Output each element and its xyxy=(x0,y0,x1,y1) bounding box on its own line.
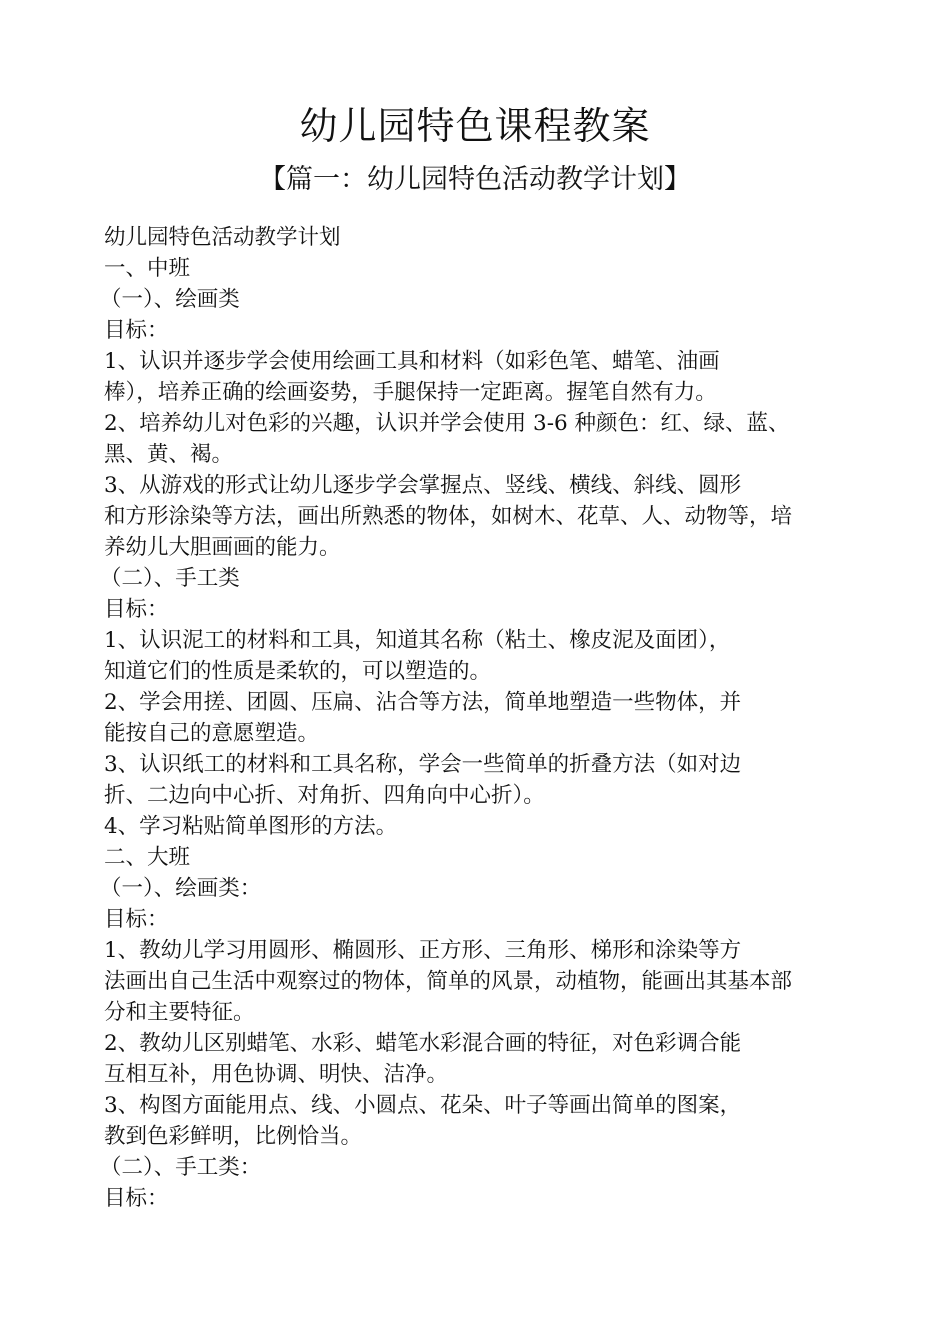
goal-label: 目标： xyxy=(104,318,169,343)
subsection-heading: （二）、手工类： xyxy=(100,1155,262,1180)
body-line: 3、从游戏的形式让幼儿逐步学会掌握点、竖线、横线、斜线、圆形 xyxy=(104,473,742,498)
section-heading: 一、中班 xyxy=(104,256,191,281)
subsection-heading: （一）、绘画类： xyxy=(100,876,262,901)
body-line: 2、学会用搓、团圆、压扁、沾合等方法，简单地塑造一些物体，并 xyxy=(104,690,742,715)
body-line: 能按自己的意愿塑造。 xyxy=(104,721,320,746)
body-line: 幼儿园特色活动教学计划 xyxy=(104,225,341,250)
body-line: 分和主要特征。 xyxy=(104,1000,255,1025)
document-subtitle: 【篇一：幼儿园特色活动教学计划】 xyxy=(259,164,691,195)
body-line: 和方形涂染等方法，画出所熟悉的物体，如树木、花草、人、动物等，培 xyxy=(104,504,793,529)
subsection-heading: （二）、手工类 xyxy=(100,566,240,591)
document-body xyxy=(100,222,864,1214)
body-line: 知道它们的性质是柔软的，可以塑造的。 xyxy=(104,659,492,684)
body-line: 3、构图方面能用点、线、小圆点、花朵、叶子等画出简单的图案， xyxy=(104,1093,742,1118)
body-line: 教到色彩鲜明，比例恰当。 xyxy=(104,1124,363,1149)
body-line: 棒），培养正确的绘画姿势，手腿保持一定距离。握笔自然有力。 xyxy=(104,380,717,405)
subsection-heading: （一）、绘画类 xyxy=(100,287,240,312)
body-line: 1、认识并逐步学会使用绘画工具和材料（如彩色笔、蜡笔、油画 xyxy=(104,349,720,374)
section-heading: 二、大班 xyxy=(104,845,191,870)
body-line: 互相互补，用色协调、明快、洁净。 xyxy=(104,1062,449,1087)
goal-label: 目标： xyxy=(104,1186,169,1211)
body-line: 养幼儿大胆画画的能力。 xyxy=(104,535,341,560)
body-line: 1、教幼儿学习用圆形、椭圆形、正方形、三角形、梯形和涂染等方 xyxy=(104,938,742,963)
body-line: 3、认识纸工的材料和工具名称，学会一些简单的折叠方法（如对边 xyxy=(104,752,742,777)
body-line: 2、教幼儿区别蜡笔、水彩、蜡笔水彩混合画的特征，对色彩调合能 xyxy=(104,1031,742,1056)
body-line: 4、学习粘贴简单图形的方法。 xyxy=(104,814,398,839)
goal-label: 目标： xyxy=(104,907,169,932)
goal-label: 目标： xyxy=(104,597,169,622)
body-line: 黑、黄、褐。 xyxy=(104,442,234,467)
body-line: 折、二边向中心折、对角折、四角向中心折）。 xyxy=(104,783,545,808)
body-line: 2、培养幼儿对色彩的兴趣，认识并学会使用 3-6 种颜色：红、绿、蓝、 xyxy=(104,411,790,436)
body-line: 法画出自己生活中观察过的物体，简单的风景，动植物，能画出其基本部 xyxy=(104,969,793,994)
document-title: 幼儿园特色课程教案 xyxy=(299,104,651,148)
body-line: 1、认识泥工的材料和工具，知道其名称（粘土、橡皮泥及面团）， xyxy=(104,628,731,653)
